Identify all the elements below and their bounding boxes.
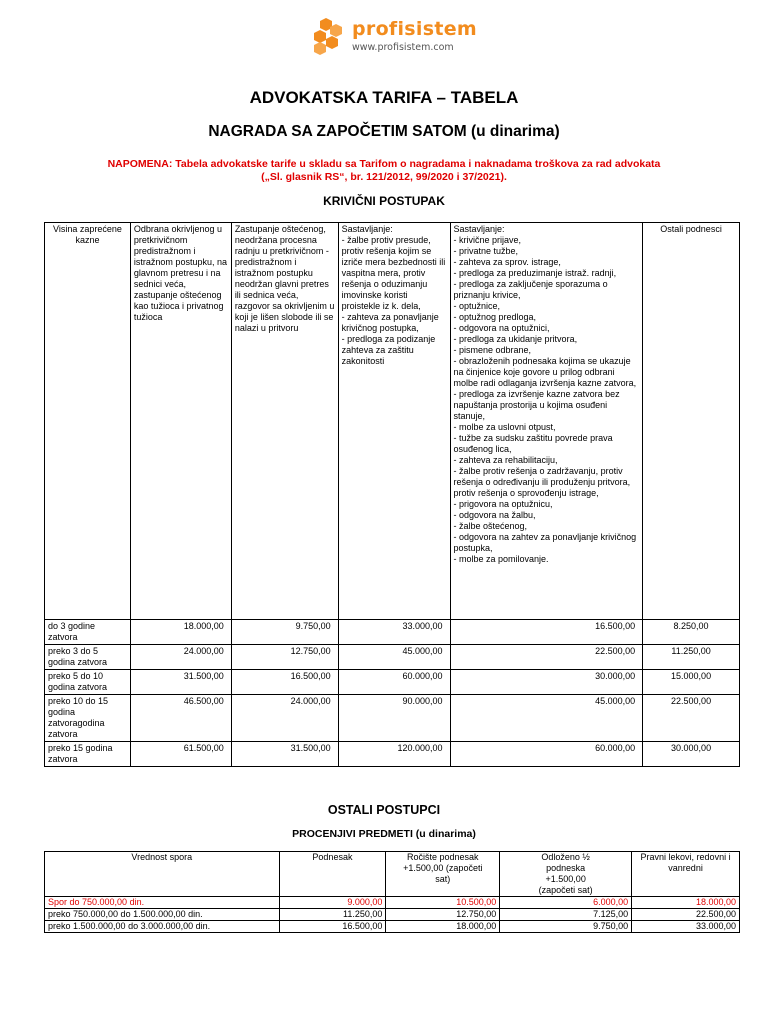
value-cell: 16.500,00 (231, 670, 338, 695)
value-cell: 60.000,00 (338, 670, 450, 695)
header-cell: Ostali podnesci (643, 223, 740, 620)
value-cell: 46.500,00 (130, 695, 231, 742)
value-cell: 18.000,00 (632, 897, 740, 909)
value-cell: 11.250,00 (643, 645, 740, 670)
value-cell: 61.500,00 (130, 742, 231, 767)
row-label: preko 750.000,00 do 1.500.000,00 din. (45, 909, 280, 921)
header-cell: Odloženo ½ podneska +1.500,00 (započeti sat) (500, 852, 632, 897)
row-label: do 3 godine zatvora (45, 620, 131, 645)
page-title: ADVOKATSKA TARIFA – TABELA (249, 88, 519, 107)
page-subtitle: NAGRADA SA ZAPOČETIM SATOM (u dinarima) (208, 123, 560, 140)
hexagon-logo-icon (312, 16, 348, 56)
table-row (45, 909, 740, 921)
row-label: preko 5 do 10 godina zatvora (45, 670, 131, 695)
profisistem-logo (312, 16, 478, 56)
value-cell: 18.000,00 (386, 921, 500, 933)
logo-name: profisistem (352, 18, 478, 40)
note-text: NAPOMENA: Tabela advokatske tarife u skladu sa Tarifom o nagradama i naknadama troškova za rad advokata („Sl. glasnik RS“, br. 121/2012, 99/2020 i 37/2021). (107, 158, 661, 183)
other-procedures-table (44, 851, 740, 933)
section-title-ostali: OSTALI POSTUPCI (327, 803, 441, 817)
table-row (45, 695, 740, 742)
value-cell: 9.750,00 (231, 620, 338, 645)
row-label: preko 10 do 15 godina zatvoragodina zatvora (45, 695, 131, 742)
value-cell: 12.750,00 (386, 909, 500, 921)
value-cell: 31.500,00 (231, 742, 338, 767)
value-cell: 9.000,00 (279, 897, 386, 909)
criminal-procedure-table (44, 222, 740, 767)
value-cell: 60.000,00 (450, 742, 643, 767)
header-cell: Sastavljanje: - krivične prijave, - privatne tužbe, - zahteva za sprov. istrage, - predloga za preduzimanje istraž. radnji, - predloga za zaključenje sporazuma o priznanju krivice, - optužnice, - optužnog predloga, - odgovora na optužnici, - predloga za ukidanje pritvora, - pismene odbrane, - obrazloženih podnesaka kojima se ukazuje na činjenice koje govore u prilog odbrani molbe radi odlaganja izvršenja kazne zatvora, - predloga za izvršenje kazne zatvora bez napuštanja prostorija u kojima osuđeni stanuje, - molbe za uslovni otpust, - tužbe za sudsku zaštitu povrede prava osuđenog lica, - zahteva za rehabilitaciju, - žalbe protiv rešenja o zadržavanju, protiv rešenja o određivanju ili produženju pritvora, protiv rešenja o sprovođenju istrage, - prigovora na optužnicu, - odgovora na žalbu, - žalbe oštećenog, - odgovora na zahtev za ponavljanje krivičnog postupka, - molbe za pomilovanje. (450, 223, 643, 620)
table-header-row (45, 852, 740, 897)
table-row (45, 921, 740, 933)
value-cell: 30.000,00 (643, 742, 740, 767)
table-row (45, 670, 740, 695)
table-row (45, 620, 740, 645)
table-header-row (45, 223, 740, 620)
value-cell: 33.000,00 (338, 620, 450, 645)
value-cell: 22.500,00 (632, 909, 740, 921)
value-cell: 90.000,00 (338, 695, 450, 742)
value-cell: 6.000,00 (500, 897, 632, 909)
header-cell: Odbrana okrivljenog u pretkrivičnom predistražnom i istražnom postupku, na glavnom pretresu i na sednici veća, zastupanje oštećenog kao tužioca i privatnog tužioca (130, 223, 231, 620)
value-cell: 11.250,00 (279, 909, 386, 921)
logo-url: www.profisistem.com (352, 42, 454, 53)
row-label: Spor do 750.000,00 din. (45, 897, 280, 909)
value-cell: 22.500,00 (643, 695, 740, 742)
table-row (45, 897, 740, 909)
value-cell: 45.000,00 (450, 695, 643, 742)
value-cell: 120.000,00 (338, 742, 450, 767)
value-cell: 9.750,00 (500, 921, 632, 933)
header-cell: Visina zaprećene kazne (45, 223, 131, 620)
table-row (45, 742, 740, 767)
value-cell: 24.000,00 (231, 695, 338, 742)
value-cell: 18.000,00 (130, 620, 231, 645)
value-cell: 24.000,00 (130, 645, 231, 670)
value-cell: 16.500,00 (279, 921, 386, 933)
value-cell: 45.000,00 (338, 645, 450, 670)
header-cell: Zastupanje oštećenog, neodržana procesna radnju u pretkrivičnom - predistražnom i istražnom postupku neodržan glavni pretres ili sednica veća, razgovor sa okrivljenim u koji je lišen slobode ili se nalazi u pritvoru (231, 223, 338, 620)
table-row (45, 645, 740, 670)
row-label: preko 15 godina zatvora (45, 742, 131, 767)
header-cell: Pravni lekovi, redovni i vanredni (632, 852, 740, 897)
value-cell: 10.500,00 (386, 897, 500, 909)
value-cell: 22.500,00 (450, 645, 643, 670)
header-cell: Podnesak (279, 852, 386, 897)
header-cell: Sastavljanje: - žalbe protiv presude, protiv rešenja kojim se izriče mera bezbednosti ili vaspitna mera, protiv rešenja o oduzimanju imovinske koristi proistekle iz k. dela, - zahteva za ponavljanje krivičnog postupka, - predloga za podizanje zahteva za zaštitu zakonitosti (338, 223, 450, 620)
header-cell: Vrednost spora (45, 852, 280, 897)
value-cell: 15.000,00 (643, 670, 740, 695)
value-cell: 8.250,00 (643, 620, 740, 645)
row-label: preko 3 do 5 godina zatvora (45, 645, 131, 670)
value-cell: 7.125,00 (500, 909, 632, 921)
section-subtitle-procenjivi: PROCENJIVI PREDMETI (u dinarima) (292, 828, 476, 840)
value-cell: 33.000,00 (632, 921, 740, 933)
value-cell: 12.750,00 (231, 645, 338, 670)
value-cell: 30.000,00 (450, 670, 643, 695)
value-cell: 31.500,00 (130, 670, 231, 695)
value-cell: 16.500,00 (450, 620, 643, 645)
section-title-krivicni: KRIVIČNI POSTUPAK (323, 194, 445, 208)
header-cell: Ročište podnesak +1.500,00 (započeti sat) (386, 852, 500, 897)
row-label: preko 1.500.000,00 do 3.000.000,00 din. (45, 921, 280, 933)
